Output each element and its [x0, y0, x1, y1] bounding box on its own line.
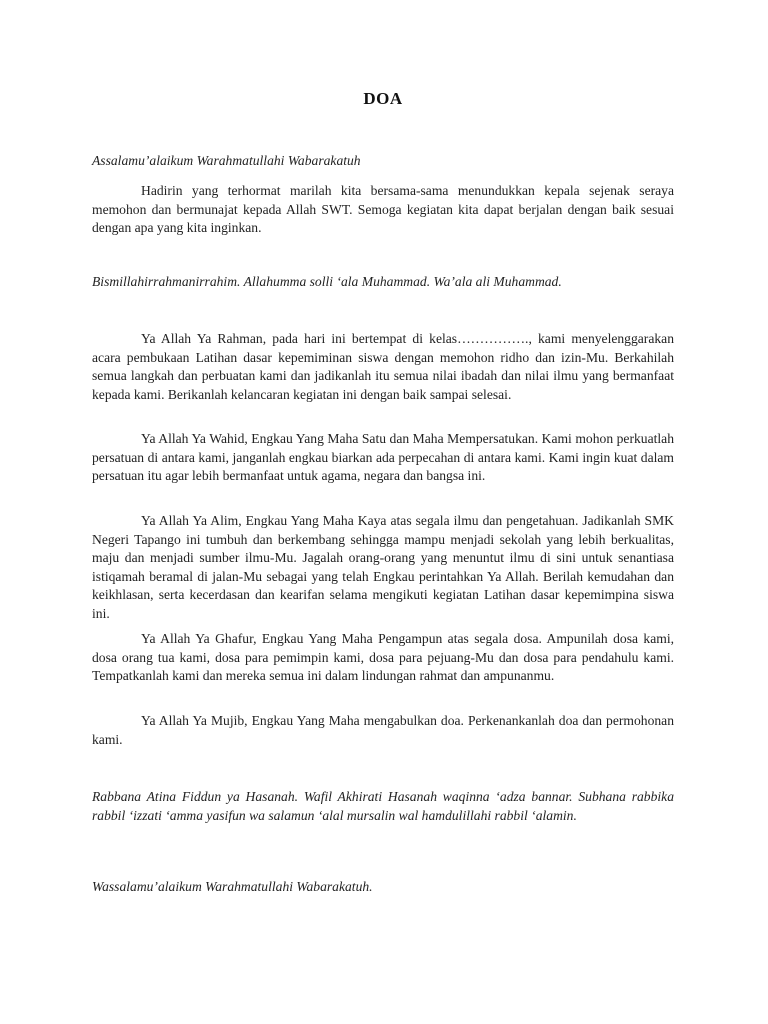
prayer-paragraph-wahid: Ya Allah Ya Wahid, Engkau Yang Maha Satu dan Maha Mempersatukan. Kami mohon perkuatlah persatuan di antara kami, janganlah engkau biarkan ada perpecahan di antara kami. Kami ingin kuat dalam persatuan itu agar lebih bermanfaat untuk agama, negara dan bangsa ini. [92, 431, 674, 484]
closing-prayer: Rabbana Atina Fiddun ya Hasanah. Wafil Akhirati Hasanah waqinna ‘adza bannar. Subhana rabbika rabbil ‘izzati ‘amma yasifun wa salamun ‘alal mursalin wal hamdulillahi rabbil ‘alamin. [92, 789, 674, 823]
closing-greeting: Wassalamu’alaikum Warahmatullahi Wabarakatuh. [92, 879, 373, 894]
prayer-paragraph-rahman: Ya Allah Ya Rahman, pada hari ini bertempat di kelas……………., kami menyelenggarakan acara pembukaan Latihan dasar kepemiminan siswa dengan memohon ridho dan izin-Mu. Berkahilah semua langkah dan perbuatan kami dan jadikanlah itu semua nilai ibadah dan nilai ilmu yang bermanfaat kepada kami. Berikanlah kelancaran kegiatan ini dengan baik sampai selesai. [92, 331, 674, 402]
opening-greeting: Assalamu’alaikum Warahmatullahi Wabarakatuh [92, 153, 361, 168]
prayer-paragraph-mujib: Ya Allah Ya Mujib, Engkau Yang Maha mengabulkan doa. Perkenankanlah doa dan permohonan kami. [92, 713, 674, 747]
intro-paragraph: Hadirin yang terhormat marilah kita bersama-sama menundukkan kepala sejenak seraya memohon dan bermunajat kepada Allah SWT. Semoga kegiatan kita dapat berjalan dengan baik sesuai dengan apa yang kita inginkan. [92, 183, 674, 236]
prayer-paragraph-alim: Ya Allah Ya Alim, Engkau Yang Maha Kaya atas segala ilmu dan pengetahuan. Jadikanlah SMK Negeri Tapango ini tumbuh dan berkembang sehingga mampu menjadi sekolah yang lebih berkualitas, maju dan menjadi sumber ilmu-Mu. Jagalah orang-orang yang menuntut ilmu di sini untuk senantiasa istiqamah beramal di jalan-Mu sebagai yang telah Engkau perintahkan Ya Allah. Berilah kemudahan dan keikhlasan, serta kecerdasan dan kearifan selama mengikuti kegiatan Latihan dasar kepemimpina siswa ini. [92, 513, 674, 621]
prayer-paragraph-ghafur: Ya Allah Ya Ghafur, Engkau Yang Maha Pengampun atas segala dosa. Ampunilah dosa kami, dosa orang tua kami, dosa para pemimpin kami, dosa para pejuang-Mu dan dosa para pendahulu kami. Tempatkanlah kami dan mereka semua ini dalam lindungan rahmat dan ampunanmu. [92, 631, 674, 684]
bismillah-line: Bismillahirrahmanirrahim. Allahumma solli ‘ala Muhammad. Wa’ala ali Muhammad. [92, 274, 562, 289]
document-title: DOA [363, 89, 403, 108]
